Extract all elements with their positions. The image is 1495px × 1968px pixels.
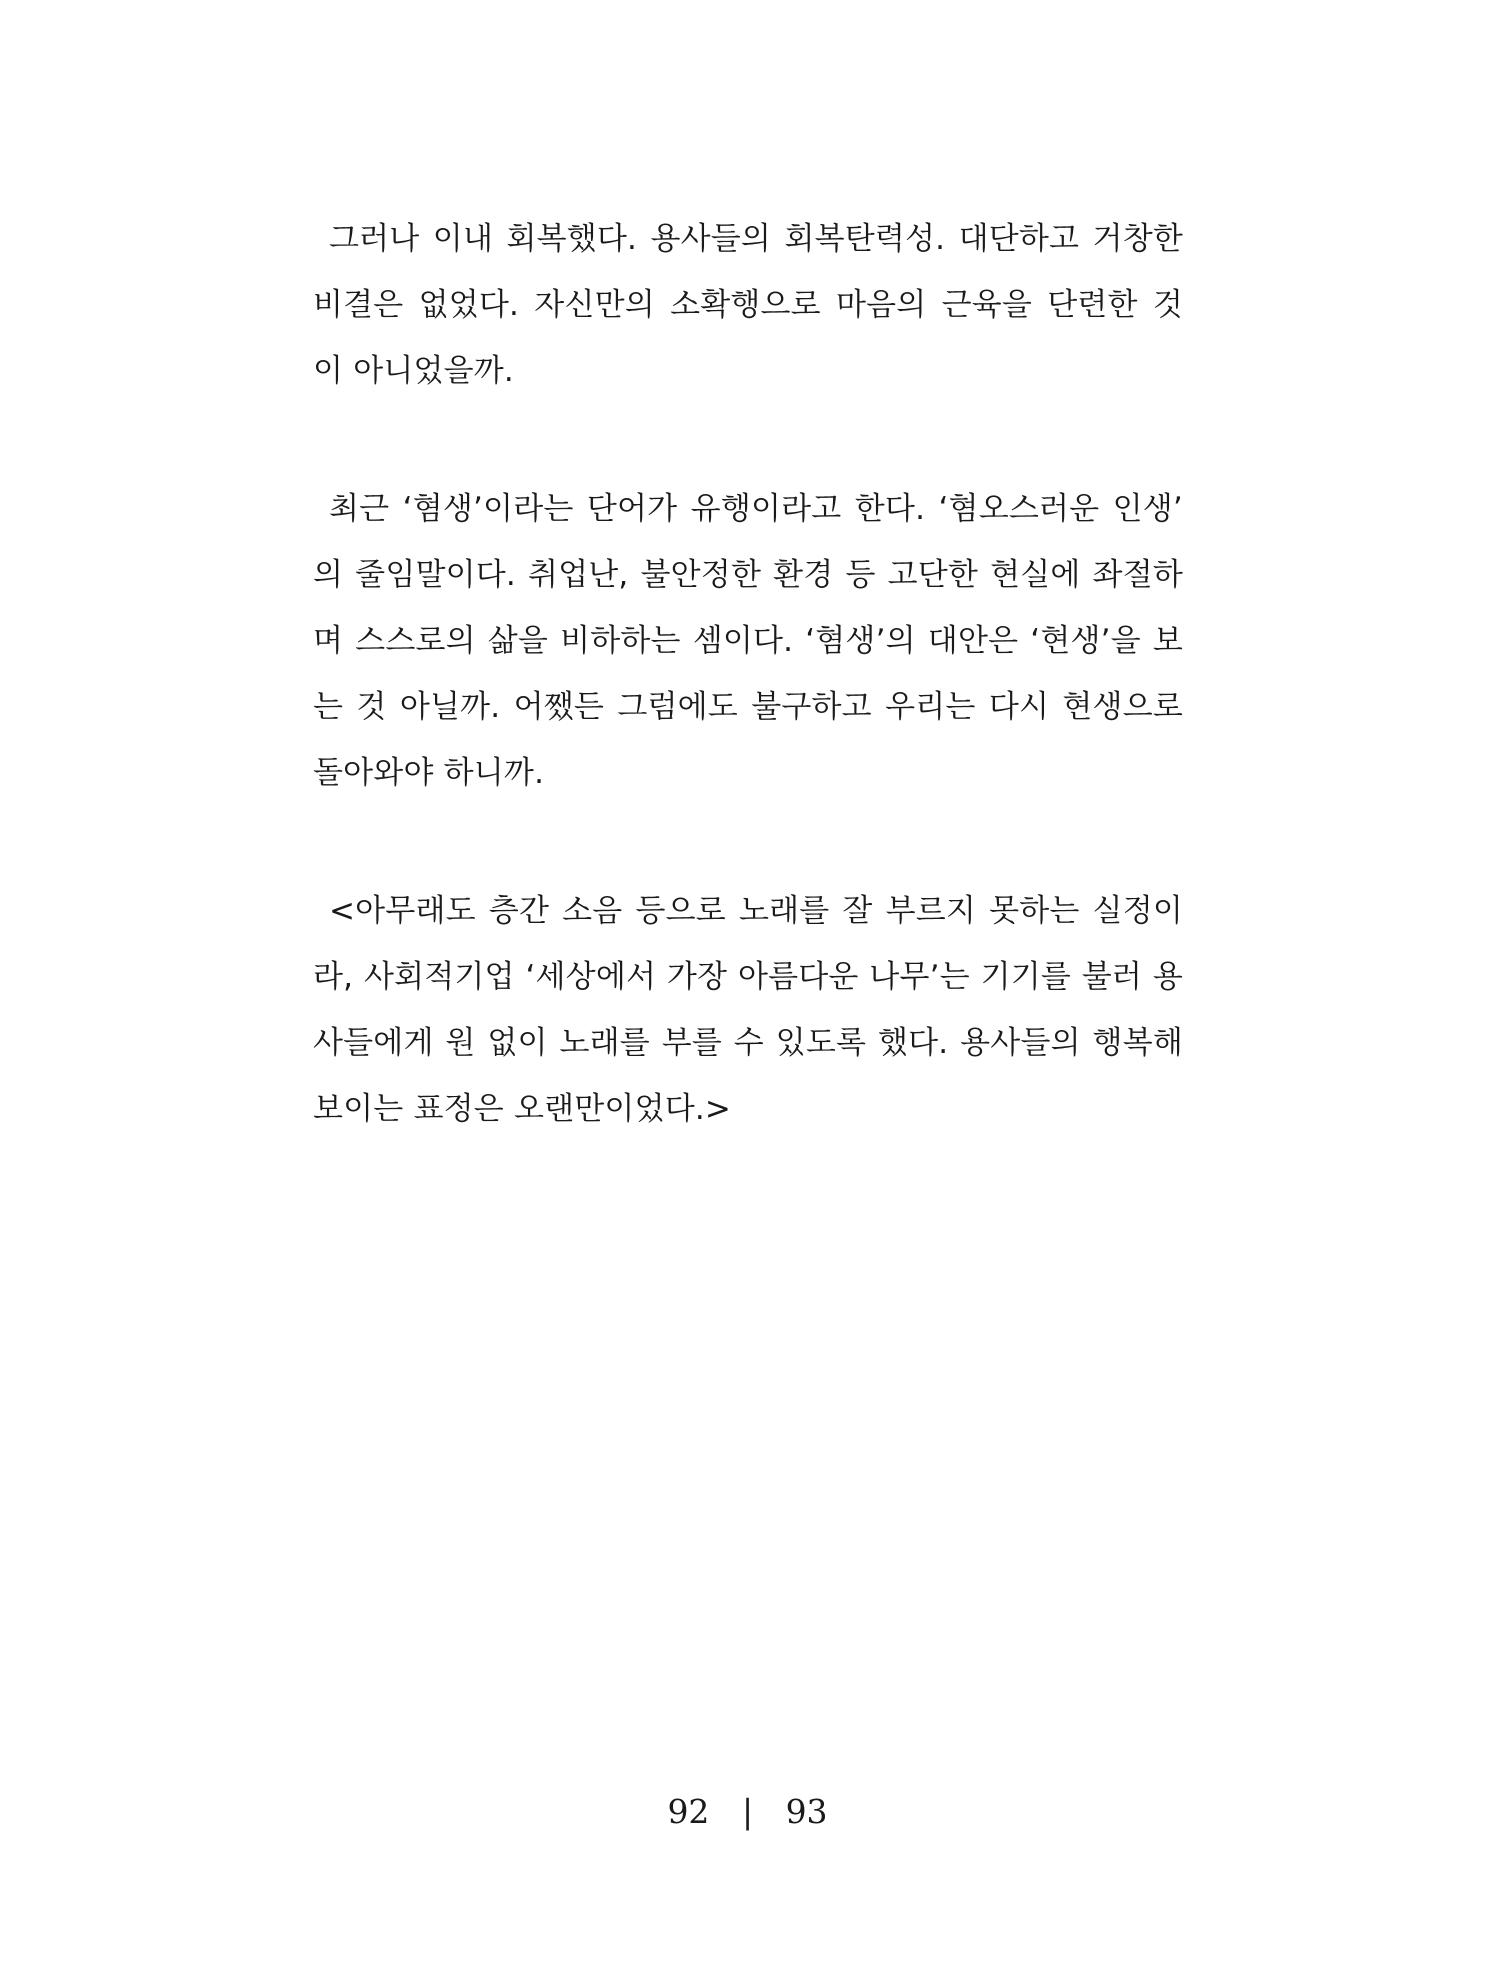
paragraph-line: <아무래도 층간 소음 등으로 노래를 잘 부르지 못하는 실정이 [329,893,1183,929]
body-text [313,206,1183,1214]
paragraph-line: 비결은 없었다. 자신만의 소확행으로 마음의 근육을 단련한 것 [313,287,1183,323]
paragraph-2 [313,476,1183,806]
page-number-separator: | [741,1792,754,1831]
paragraph-line: 그러나 이내 회복했다. 용사들의 회복탄력성. 대단하고 거창한 [329,221,1183,257]
paragraph-line: 는 것 아닐까. 어쨌든 그럼에도 불구하고 우리는 다시 현생으로 [313,689,1183,725]
paragraph-line: 보이는 표정은 오랜만이었다.> [313,1091,732,1127]
paragraph-line: 최근 ‘혐생’이라는 단어가 유행이라고 한다. ‘혐오스러운 인생’ [329,491,1183,527]
paragraph-3 [313,878,1183,1142]
paragraph-line: 이 아니었을까. [313,353,514,389]
paragraph-line: 라, 사회적기업 ‘세상에서 가장 아름다운 나무’는 기기를 불러 용 [313,959,1183,995]
paragraph-line: 돌아와야 하니까. [313,755,545,791]
paragraph-line: 의 줄임말이다. 취업난, 불안정한 환경 등 고단한 현실에 좌절하 [313,557,1183,593]
paragraph-line: 사들에게 원 없이 노래를 부를 수 있도록 했다. 용사들의 행복해 [313,1025,1183,1061]
page-numbers [0,1792,1495,1831]
right-page-number: 93 [785,1792,828,1831]
paragraph-1 [313,206,1183,404]
left-page-number: 92 [667,1792,710,1831]
paragraph-line: 며 스스로의 삶을 비하하는 셈이다. ‘혐생’의 대안은 ‘현생’을 보 [313,623,1183,659]
